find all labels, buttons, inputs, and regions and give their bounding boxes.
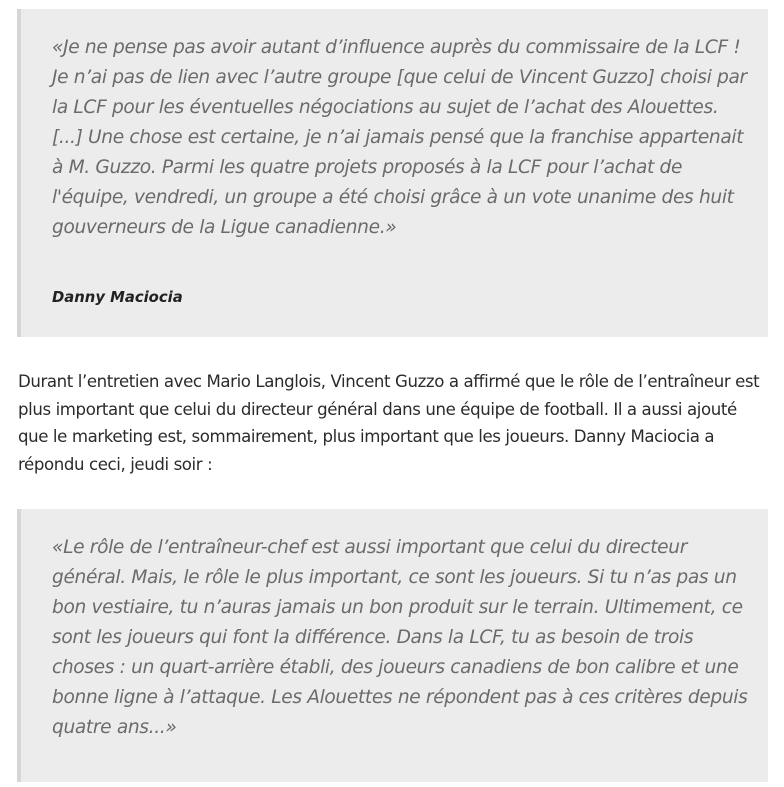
quote-text: «Je ne pense pas avoir autant d’influence auprès du commissaire de la LCF ! Je n’ai pas de lien avec l’autre groupe [que celui de Vincent Guzzo] choisi par la LCF pour les éventuelles négociations au sujet de l’achat des Alouettes. [...] Une chose est certaine, je n’ai jamais pensé que la franchise appartenait à M. Guzzo. Parmi les quatre projets proposés à la LCF pour l’achat de l'équipe, vendredi, un groupe a été choisi grâce à un vote unanime des huit gouverneurs de la Ligue canadienne.» xyxy=(52,37,747,238)
article-paragraph: Durant l’entretien avec Mario Langlois, Vincent Guzzo a affirmé que le rôle de l’entraîneur est plus important que celui du directeur général dans une équipe de football. Il a aussi ajouté que le marketing est, sommairement, plus important que les joueurs. Danny Maciocia a répondu ceci, jeudi soir : xyxy=(18,372,760,474)
quote-author: Danny Maciocia xyxy=(52,289,183,306)
quote-block-1 xyxy=(17,9,768,337)
quote-text: «Le rôle de l’entraîneur-chef est aussi important que celui du directeur général. Mais, le rôle le plus important, ce sont les joueurs. Si tu n’as pas un bon vestiaire, tu n’auras jamais un bon produit sur le terrain. Ultimement, ce sont les joueurs qui font la différence. Dans la LCF, tu as besoin de trois choses : un quart-arrière établi, des joueurs canadiens de bon calibre et une bonne ligne à l’attaque. Les Alouettes ne répondent pas à ces critères depuis quatre ans...» xyxy=(52,537,748,738)
quote-block-2 xyxy=(17,509,768,782)
